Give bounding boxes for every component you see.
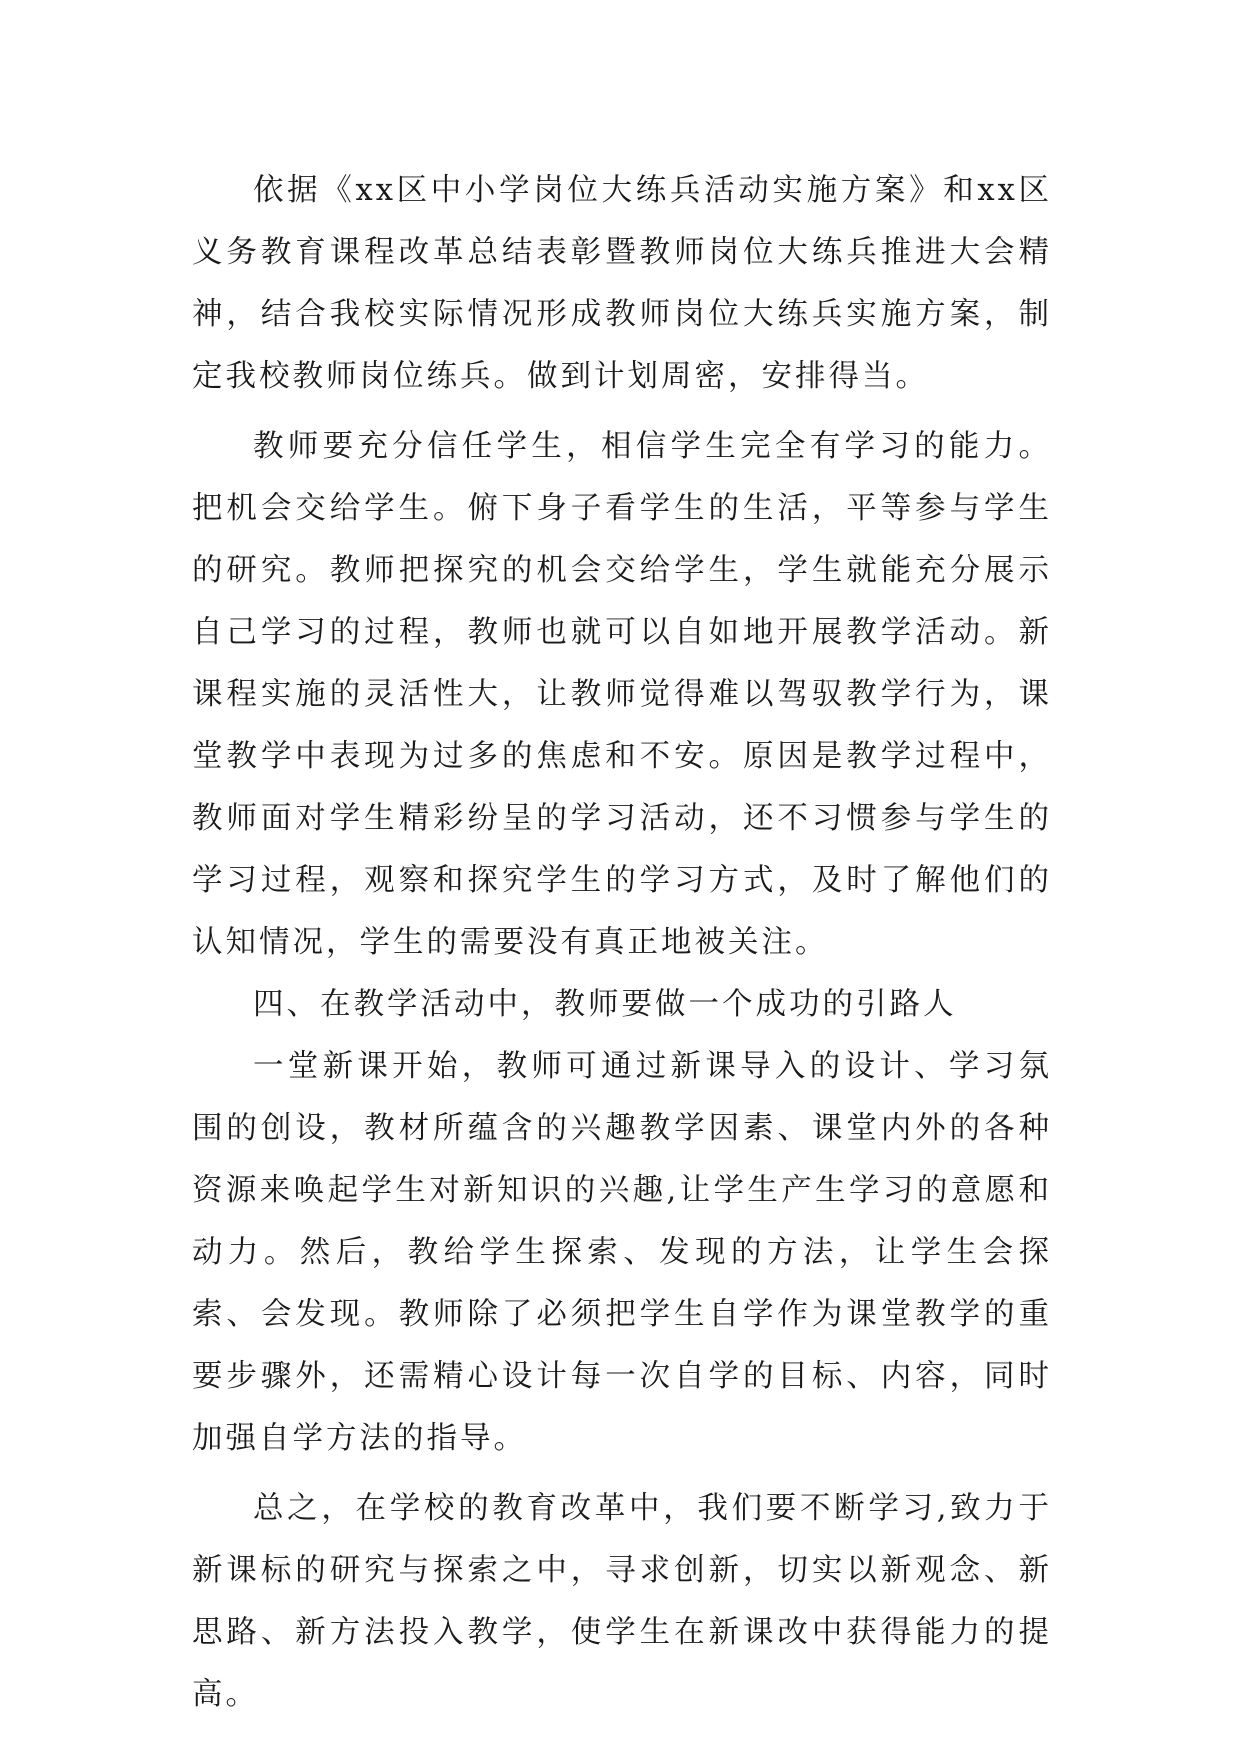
document-body: [192, 160, 1052, 1726]
paragraph-trust-students: 教师要充分信任学生，相信学生完全有学习的能力。把机会交给学生。俯下身子看学生的生活，平等参与学生的研究。教师把探究的机会交给学生，学生就能充分展示自己学习的过程，教师也就可以自如地开展教学活动。新课程实施的灵活性大，让教师觉得难以驾驭教学行为，课堂教学中表现为过多的焦虑和不安。原因是教学过程中，教师面对学生精彩纷呈的学习活动，还不习惯参与学生的学习过程，观察和探究学生的学习方式，及时了解他们的认知情况，学生的需要没有真正地被关注。: [192, 429, 1052, 960]
paragraph-conclusion: 总之，在学校的教育改革中，我们要不断学习,致力于新课标的研究与探索之中，寻求创新，切实以新观念、新思路、新方法投入教学，使学生在新课改中获得能力的提高。: [192, 1491, 1052, 1712]
paragraph-new-lesson: 一堂新课开始，教师可通过新课导入的设计、学习氛围的创设，教材所蕴含的兴趣教学因素、课堂内外的各种资源来唤起学生对新知识的兴趣,让学生产生学习的意愿和动力。然后，教给学生探索、发现的方法，让学生会探索、会发现。教师除了必须把学生自学作为课堂教学的重要步骤外，还需精心设计每一次自学的目标、内容，同时加强自学方法的指导。: [192, 1049, 1052, 1456]
section-heading-guide: 四、在教学活动中，教师要做一个成功的引路人: [253, 987, 957, 1022]
paragraph-implementation-plan: 依据《xx区中小学岗位大练兵活动实施方案》和xx区义务教育课程改革总结表彰暨教师岗位大练兵推进大会精神，结合我校实际情况形成教师岗位大练兵实施方案，制定我校教师岗位练兵。做到计划周密，安排得当。: [192, 173, 1052, 394]
